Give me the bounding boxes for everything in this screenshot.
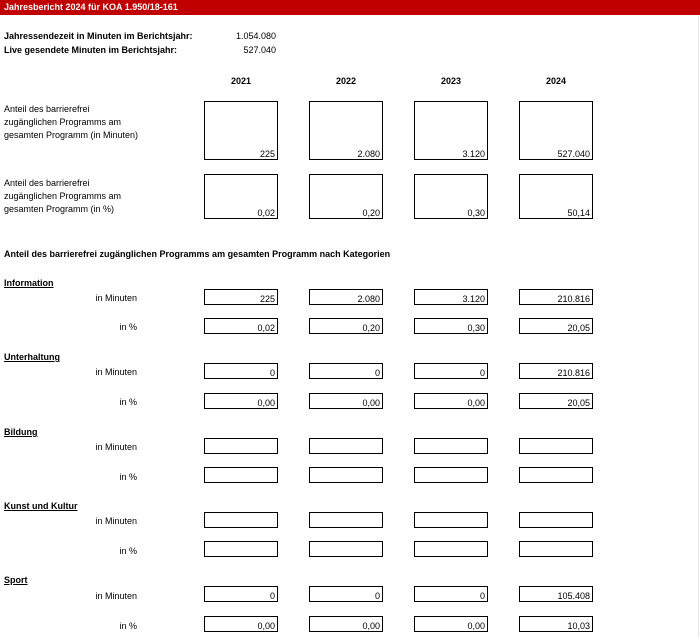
unterhaltung-minutes-cell[interactable]: 210.816 <box>519 363 593 379</box>
live-label: Live gesendete Minuten im Berichtsjahr: <box>4 45 178 55</box>
bildung-percent-cell[interactable] <box>519 467 593 483</box>
year-header-2022: 2022 <box>335 76 357 86</box>
unterhaltung-minutes-cell[interactable]: 0 <box>204 363 278 379</box>
bildung-minutes-cell[interactable] <box>414 438 488 454</box>
kunst-kultur-minutes-cell[interactable] <box>309 512 383 528</box>
bildung-percent-cell[interactable] <box>309 467 383 483</box>
kunst-kultur-percent-cell[interactable] <box>414 541 488 557</box>
sport-minutes-cell[interactable]: 0 <box>414 586 488 602</box>
sport-minutes-cell[interactable]: 0 <box>309 586 383 602</box>
overall-minutes-label: Anteil des barrierefrei zugänglichen Programms am gesamten Programm (in Minuten) <box>4 104 139 140</box>
sport-percent-cell[interactable]: 0,00 <box>414 616 488 632</box>
bildung-minutes-cell[interactable] <box>519 438 593 454</box>
information-minutes-cell[interactable]: 225 <box>204 289 278 305</box>
year-header-2021: 2021 <box>230 76 252 86</box>
category-percent-label: in % <box>119 621 137 631</box>
information-percent-cell[interactable]: 0,02 <box>204 318 278 334</box>
sport-percent-cell[interactable]: 0,00 <box>309 616 383 632</box>
unterhaltung-percent-cell[interactable]: 20,05 <box>519 393 593 409</box>
year-header-2023: 2023 <box>440 76 462 86</box>
kunst-kultur-minutes-cell[interactable] <box>204 512 278 528</box>
information-minutes-cell[interactable]: 3.120 <box>414 289 488 305</box>
category-information-title: Information <box>4 278 54 288</box>
overall-minutes-cell[interactable]: 3.120 <box>414 101 488 160</box>
year-header-2024: 2024 <box>545 76 567 86</box>
category-minutes-label: in Minuten <box>95 591 137 601</box>
category-minutes-label: in Minuten <box>95 293 137 303</box>
sport-minutes-cell[interactable]: 0 <box>204 586 278 602</box>
sendezeit-label: Jahressendezeit in Minuten im Berichtsjahr: <box>4 31 193 41</box>
sport-percent-cell[interactable]: 10,03 <box>519 616 593 632</box>
category-kunst-kultur-title: Kunst und Kultur <box>4 501 78 511</box>
bildung-percent-cell[interactable] <box>204 467 278 483</box>
information-minutes-cell[interactable]: 2.080 <box>309 289 383 305</box>
unterhaltung-minutes-cell[interactable]: 0 <box>309 363 383 379</box>
categories-heading: Anteil des barrierefrei zugänglichen Programms am gesamten Programm nach Kategorien <box>4 249 391 259</box>
information-percent-cell[interactable]: 20,05 <box>519 318 593 334</box>
kunst-kultur-minutes-cell[interactable] <box>519 512 593 528</box>
kunst-kultur-percent-cell[interactable] <box>309 541 383 557</box>
overall-minutes-cell[interactable]: 2.080 <box>309 101 383 160</box>
overall-percent-cell[interactable]: 0,20 <box>309 174 383 219</box>
overall-percent-cell[interactable]: 0,30 <box>414 174 488 219</box>
category-unterhaltung-title: Unterhaltung <box>4 352 60 362</box>
overall-minutes-cell[interactable]: 527.040 <box>519 101 593 160</box>
overall-percent-cell[interactable]: 50,14 <box>519 174 593 219</box>
category-percent-label: in % <box>119 397 137 407</box>
sport-percent-cell[interactable]: 0,00 <box>204 616 278 632</box>
unterhaltung-percent-cell[interactable]: 0,00 <box>309 393 383 409</box>
report-title: Jahresbericht 2024 für KOA 1.950/18-161 <box>4 2 178 12</box>
category-bildung-title: Bildung <box>4 427 38 437</box>
bildung-minutes-cell[interactable] <box>309 438 383 454</box>
sport-minutes-cell[interactable]: 105.408 <box>519 586 593 602</box>
category-sport-title: Sport <box>4 575 28 585</box>
information-minutes-cell[interactable]: 210.816 <box>519 289 593 305</box>
kunst-kultur-percent-cell[interactable] <box>519 541 593 557</box>
overall-percent-label: Anteil des barrierefrei zugänglichen Programms am gesamten Programm (in %) <box>4 178 122 214</box>
category-percent-label: in % <box>119 472 137 482</box>
information-percent-cell[interactable]: 0,20 <box>309 318 383 334</box>
unterhaltung-minutes-cell[interactable]: 0 <box>414 363 488 379</box>
sendezeit-value: 1.054.080 <box>235 31 276 41</box>
kunst-kultur-percent-cell[interactable] <box>204 541 278 557</box>
overall-percent-cell[interactable]: 0,02 <box>204 174 278 219</box>
kunst-kultur-minutes-cell[interactable] <box>414 512 488 528</box>
category-minutes-label: in Minuten <box>95 516 137 526</box>
unterhaltung-percent-cell[interactable]: 0,00 <box>414 393 488 409</box>
sheet-edge-line <box>698 15 699 637</box>
category-percent-label: in % <box>119 322 137 332</box>
category-minutes-label: in Minuten <box>95 367 137 377</box>
report-title-bar <box>0 0 700 15</box>
information-percent-cell[interactable]: 0,30 <box>414 318 488 334</box>
category-minutes-label: in Minuten <box>95 442 137 452</box>
overall-minutes-cell[interactable]: 225 <box>204 101 278 160</box>
category-percent-label: in % <box>119 546 137 556</box>
bildung-minutes-cell[interactable] <box>204 438 278 454</box>
live-value: 527.040 <box>243 45 276 55</box>
bildung-percent-cell[interactable] <box>414 467 488 483</box>
unterhaltung-percent-cell[interactable]: 0,00 <box>204 393 278 409</box>
